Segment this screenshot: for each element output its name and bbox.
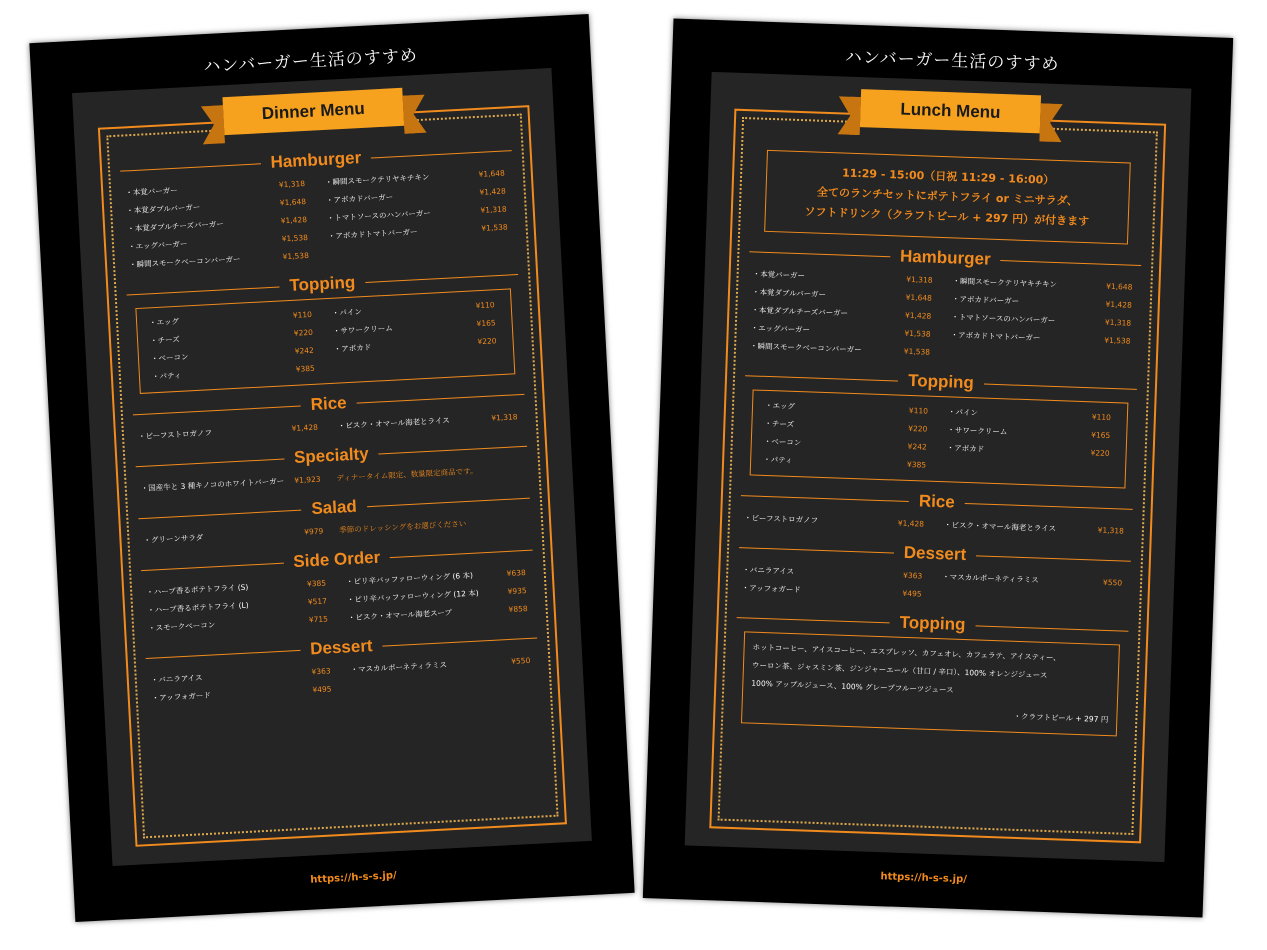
menu-item: ・マスカルポーネティラミス ¥550 — [942, 572, 1123, 588]
menu-item: ・ビスク・オマール海老とライス ¥1,318 — [943, 520, 1125, 536]
section-title: Dessert — [145, 628, 538, 668]
menu-item: ・チーズ ¥220 — [149, 327, 314, 346]
drinks-extra: ・クラフトビール + 297 円 — [1013, 711, 1109, 725]
menu-item: ・チーズ ¥220 — [764, 418, 928, 434]
section-title: Salad — [138, 488, 531, 528]
menu-item: ・アボカド ¥220 — [333, 336, 497, 354]
menu-panel — [685, 72, 1192, 862]
site-url: https://h-s-s.jp/ — [880, 871, 968, 886]
menu-panel — [72, 68, 592, 866]
site-url: https://h-s-s.jp/ — [310, 870, 397, 886]
menu-item: ・バニラアイス ¥363 — [150, 666, 331, 685]
menu-item: ・ベーコン ¥242 — [763, 436, 927, 452]
menu-content — [119, 130, 540, 708]
section-title: Topping — [745, 365, 1137, 399]
menu-item: ・ベーコン ¥242 — [150, 345, 315, 364]
menu-item: ・アッフォガード ¥495 — [741, 583, 922, 599]
menu-frame — [98, 98, 567, 847]
menu-item: ・ビーフストロガノフ ¥1,428 — [137, 422, 319, 442]
menu-item: ・本覚バーガー ¥1,318 — [125, 179, 306, 198]
menu-item: ・アボカド ¥220 — [946, 443, 1110, 458]
hamburger-list — [121, 164, 517, 274]
specialty-note: ディナータイム限定、数量限定商品です。 — [336, 466, 478, 483]
menu-frame — [709, 99, 1166, 844]
menu-item: ・本覚ダブルチーズバーガー ¥1,428 — [126, 214, 308, 234]
section-title: Topping — [126, 264, 519, 304]
menu-item: ・バニラアイス ¥363 — [742, 565, 923, 581]
menu-item: ・瞬間スモークベーコンバーガー ¥1,538 — [749, 341, 931, 357]
section-title: Specialty — [135, 436, 528, 476]
topping-box — [750, 389, 1129, 488]
dinner-menu-sheet — [29, 14, 634, 922]
menu-item: ・エッグ ¥110 — [148, 309, 313, 328]
menu-content — [733, 133, 1145, 736]
menu-item: ・国産牛と 3 種キノコのホワイトバーガー ¥1,923 — [140, 474, 321, 494]
menu-item: ・パティ ¥385 — [151, 363, 315, 382]
menu-item: ・パイン ¥110 — [947, 407, 1112, 422]
menu-item: ・ハーブ香るポテトフライ (L) ¥517 — [146, 596, 328, 615]
lunch-menu-sheet — [643, 18, 1233, 917]
lunch-info-box: 11:29 - 15:00（日祝 11:29 - 16:00） 全てのランチセットにポテトフライ or ミニサラダ、 ソフトドリンク（クラフトビール + 297 円）が付きます — [764, 150, 1131, 245]
section-title: Side Order — [141, 540, 534, 580]
section-title: Hamburger — [120, 140, 513, 180]
menu-item: ・アボカドバーガー ¥1,428 — [325, 186, 506, 205]
brand-title: ハンバーガー生活のすすめ — [202, 45, 419, 78]
menu-item: ・ハーブ香るポテトフライ (S) ¥385 — [146, 578, 327, 597]
menu-item: ・瞬間スモークベーコンバーガー ¥1,538 — [128, 250, 310, 270]
menu-item: ・瞬間スモークテリヤキチキン ¥1,648 — [952, 276, 1133, 292]
section-title: Dessert — [739, 537, 1131, 571]
menu-title-ribbon: Lunch Menu — [860, 89, 1041, 133]
menu-item: ・パティ ¥385 — [763, 454, 927, 470]
menu-item: ・パイン ¥110 — [331, 300, 495, 318]
drinks-box: ホットコーヒー、アイスコーヒー、エスプレッソ、カフェオレ、カフェラテ、アイスティー、 ウーロン茶、ジャスミン茶、ジンジャーエール（甘口 / 辛口）、100% オレンジジュース 100% アップルジュース、100% グレープフルーツジュース ・クラフトビール + 297 円 — [741, 631, 1120, 736]
menu-item: ・本覚ダブルバーガー ¥1,648 — [751, 287, 933, 303]
menu-item: ・トマトソースのハンバーガー ¥1,318 — [951, 312, 1132, 328]
menu-item: ・エッグ ¥110 — [764, 400, 929, 416]
menu-item: ・ビスク・オマール海老スープ ¥858 — [347, 603, 528, 623]
topping-box — [135, 288, 515, 394]
menu-item: ・本覚ダブルバーガー ¥1,648 — [126, 197, 307, 216]
section-title: Rice — [132, 384, 525, 424]
menu-title-ribbon: Dinner Menu — [222, 88, 404, 135]
menu-item: ・マスカルポーネティラミス ¥550 — [350, 655, 531, 675]
menu-item: ・ピリ辛バッファローウィング (6 本) ¥638 — [345, 568, 526, 587]
menu-item: ・トマトソースのハンバーガー ¥1,318 — [326, 204, 507, 223]
menu-item: ・アボカドトマトバーガー ¥1,538 — [327, 222, 508, 241]
menu-item: ・ピリ辛バッファローウィング (12 本) ¥935 — [346, 585, 527, 605]
menu-item: ・本覚ダブルチーズバーガー ¥1,428 — [751, 305, 932, 321]
menu-item: ・スモークベーコン ¥715 — [147, 614, 329, 633]
menu-item: ・サワークリーム ¥165 — [947, 425, 1111, 440]
menu-item: ・瞬間スモークテリヤキチキン ¥1,648 — [324, 168, 506, 187]
salad-note: 季節のドレッシングをお選びください — [339, 519, 467, 535]
brand-title: ハンバーガー生活のすすめ — [844, 47, 1060, 75]
section-title: Hamburger — [749, 241, 1141, 275]
menu-item: ・グリーンサラダ ¥979 — [143, 526, 324, 545]
menu-item: ・アボカドバーガー ¥1,428 — [951, 294, 1132, 310]
menu-item: ・エッグバーガー ¥1,538 — [127, 232, 309, 252]
menu-item: ・ビスク・オマール海老とライス ¥1,318 — [337, 412, 518, 431]
menu-item: ・アボカドトマトバーガー ¥1,538 — [950, 330, 1131, 346]
section-title: Rice — [741, 485, 1133, 519]
section-title: Topping — [736, 607, 1128, 641]
menu-item: ・アッフォガード ¥495 — [151, 684, 332, 703]
menu-item: ・サワークリーム ¥165 — [332, 318, 496, 336]
menu-item: ・本覚バーガー ¥1,318 — [752, 269, 933, 285]
menu-item: ・エッグバーガー ¥1,538 — [750, 323, 931, 339]
hamburger-list — [746, 265, 1141, 369]
menu-item: ・ビーフストロガノフ ¥1,428 — [743, 513, 925, 529]
